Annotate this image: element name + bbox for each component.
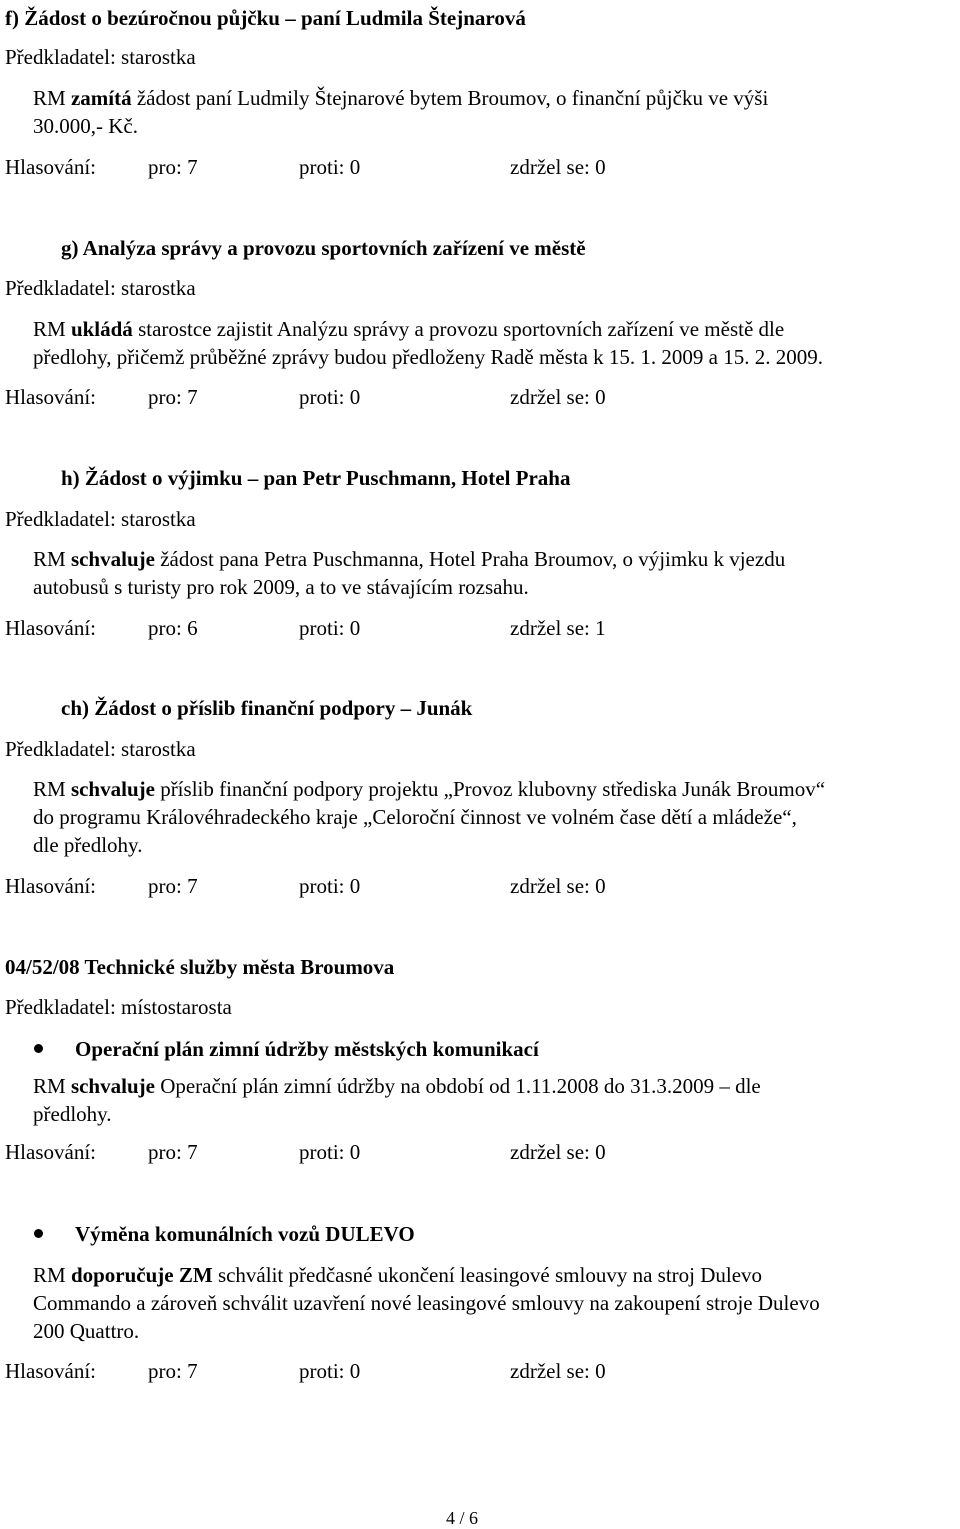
bullet-icon (34, 1229, 43, 1238)
resolution-verb: doporučuje ZM (70, 1263, 213, 1287)
section-h-proposer: Předkladatel: starostka (5, 507, 196, 531)
resolution-verb: schvaluje (70, 547, 155, 571)
technical-item-1-title: Operační plán zimní údržby městských komunikací (75, 1037, 539, 1061)
section-g-resolution-line-2: předlohy, přičemž průběžné zprávy budou předloženy Radě města k 15. 1. 2009 a 15. 2. 2009. (33, 345, 823, 369)
section-f-proposer: Předkladatel: starostka (5, 45, 196, 69)
section-f-heading: f) Žádost o bezúročnou půjčku – paní Ludmila Štejnarová (5, 6, 526, 30)
section-f-resolution-line-1: RM zamítá žádost paní Ludmily Štejnarové bytem Broumov, o finanční půjčku ve výši (33, 86, 769, 110)
section-ch-heading: ch) Žádost o příslib finanční podpory – Junák (61, 696, 473, 720)
section-ch-resolution-line-2: do programu Královéhradeckého kraje „Celoroční činnost ve volném čase dětí a mládeže“, (33, 805, 797, 829)
technical-item-2-resolution-line-1: RM doporučuje ZM schválit předčasné ukončení leasingové smlouvy na stroj Dulevo (33, 1263, 763, 1287)
page-number: 4 / 6 (445, 1508, 478, 1528)
technical-proposer: Předkladatel: místostarosta (5, 995, 232, 1019)
section-ch-resolution-line-3: dle předlohy. (33, 833, 143, 857)
section-g-heading: g) Analýza správy a provozu sportovních zařízení ve městě (61, 236, 586, 260)
section-h-resolution-line-1: RM schvaluje žádost pana Petra Puschmanna, Hotel Praha Broumov, o výjimku k vjezdu (33, 547, 786, 571)
section-g-resolution-line-1: RM ukládá starostce zajistit Analýzu správy a provozu sportovních zařízení ve městě dle (33, 317, 785, 341)
section-h-resolution-line-2: autobusů s turisty pro rok 2009, a to ve stávajícím rozsahu. (33, 575, 529, 599)
technical-item-2-resolution-line-3: 200 Quattro. (33, 1319, 140, 1343)
section-ch-resolution-line-1: RM schvaluje příslib finanční podpory projektu „Provoz klubovny střediska Junák Broumov“ (33, 777, 826, 801)
technical-item-2-title: Výměna komunálních vozů DULEVO (75, 1222, 415, 1246)
section-f-resolution-line-2: 30.000,- Kč. (33, 114, 138, 138)
section-h-heading: h) Žádost o výjimku – pan Petr Puschmann, Hotel Praha (61, 466, 571, 490)
resolution-verb: schvaluje (70, 1074, 155, 1098)
technical-item-2-resolution-line-2: Commando a zároveň schválit uzavření nové leasingové smlouvy na zakoupení stroje Dulevo (33, 1291, 820, 1315)
section-g-proposer: Předkladatel: starostka (5, 276, 196, 300)
bullet-icon (34, 1044, 43, 1053)
resolution-verb: zamítá (70, 86, 132, 110)
section-ch-proposer: Předkladatel: starostka (5, 737, 196, 761)
resolution-verb: ukládá (70, 317, 133, 341)
technical-item-1-resolution-line-1: RM schvaluje Operační plán zimní údržby na období od 1.11.2008 do 31.3.2009 – dle (33, 1074, 761, 1098)
technical-item-1-resolution-line-2: předlohy. (33, 1102, 112, 1126)
resolution-verb: schvaluje (70, 777, 155, 801)
technical-heading: 04/52/08 Technické služby města Broumova (5, 955, 395, 979)
